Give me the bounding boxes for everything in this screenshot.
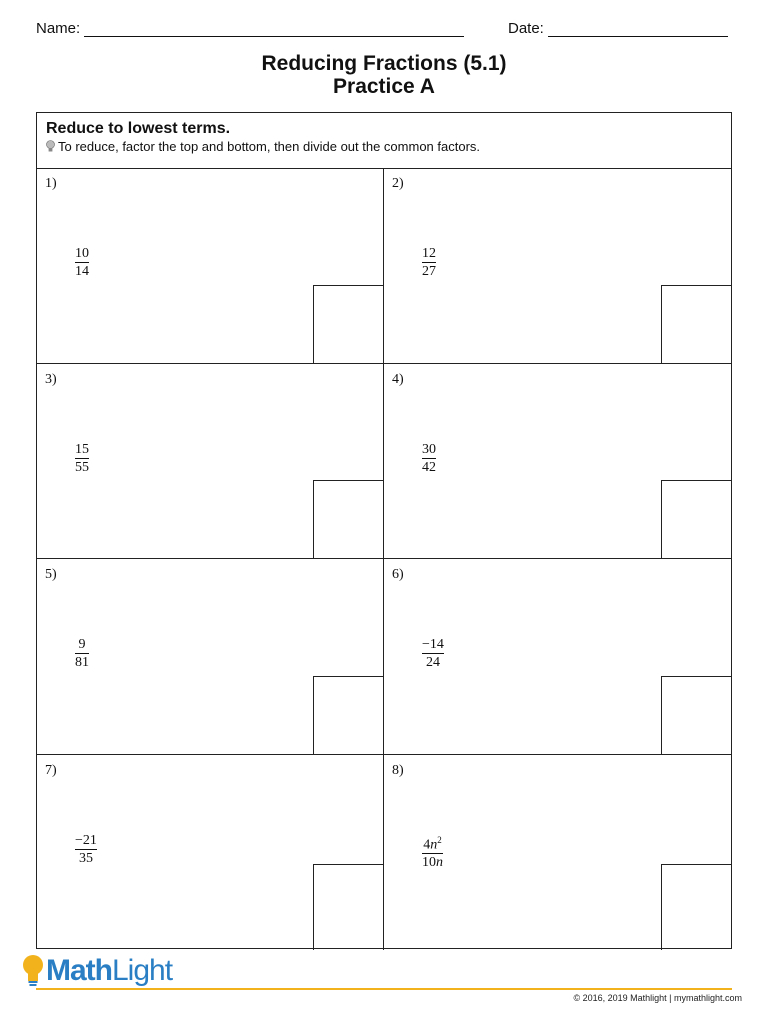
fraction (75, 637, 89, 670)
logo-text-bold: Math (46, 954, 112, 987)
problem-number: 2) (392, 176, 404, 191)
answer-box[interactable] (661, 285, 731, 363)
page-title: Reducing Fractions (5.1) (261, 52, 507, 75)
name-field[interactable] (36, 20, 464, 37)
footer-divider (36, 988, 732, 990)
numerator: −14 (422, 637, 444, 652)
problem-number: 6) (392, 567, 404, 582)
problem-number: 5) (45, 567, 57, 582)
fraction (422, 637, 444, 670)
mathlight-logo (22, 954, 172, 988)
problem-cell (37, 168, 384, 364)
fraction-bar (422, 458, 436, 459)
fraction-bar (75, 262, 89, 263)
numerator: 15 (75, 441, 89, 457)
lightbulb-icon (46, 140, 55, 153)
instructions-tip (46, 139, 480, 154)
numerator: 12 (422, 246, 436, 261)
answer-box[interactable] (661, 864, 731, 950)
fraction (422, 246, 436, 279)
problem-number: 8) (392, 762, 404, 778)
answer-box[interactable] (313, 285, 383, 363)
date-line[interactable] (548, 22, 728, 37)
denominator: 24 (425, 655, 440, 670)
fraction (422, 442, 436, 475)
fraction (422, 833, 443, 871)
fraction-bar (422, 853, 443, 854)
denominator: 10n (422, 855, 443, 871)
denominator: 42 (422, 459, 436, 475)
instructions-heading: Reduce to lowest terms. (46, 120, 231, 137)
problem-cell (384, 364, 731, 560)
page-subtitle: Practice A (333, 75, 435, 98)
answer-box[interactable] (661, 676, 731, 754)
denominator: 27 (422, 264, 436, 279)
denominator: 81 (75, 655, 89, 670)
problem-number: 3) (45, 371, 57, 387)
problem-cell (384, 168, 731, 364)
denominator: 35 (78, 850, 93, 866)
problem-cell (37, 559, 384, 755)
logo-text-light: Light (112, 954, 173, 987)
problem-cell (37, 364, 384, 560)
problem-cell (37, 755, 384, 951)
copyright-text: © 2016, 2019 Mathlight | mymathlight.com (573, 993, 742, 1003)
worksheet (36, 112, 732, 949)
numerator: −21 (75, 832, 97, 848)
fraction-bar (75, 458, 89, 459)
denominator: 14 (75, 264, 89, 279)
answer-box[interactable] (313, 676, 383, 754)
problem-number: 4) (392, 371, 404, 387)
answer-box[interactable] (661, 480, 731, 558)
date-label: Date: (508, 20, 544, 37)
name-label: Name: (36, 20, 81, 37)
fraction-bar (422, 262, 436, 263)
tip-text: To reduce, factor the top and bottom, then divide out the common factors. (58, 139, 481, 154)
problem-cell (384, 755, 731, 951)
numerator: 9 (78, 637, 86, 652)
date-field[interactable] (508, 20, 728, 37)
problem-number: 7) (45, 762, 57, 778)
fraction-bar (75, 849, 97, 850)
numerator: $4n^2$ (423, 834, 442, 853)
answer-box[interactable] (313, 864, 383, 950)
fraction-bar (422, 653, 444, 654)
logo-text (46, 954, 172, 988)
instructions-box (37, 113, 731, 169)
problem-cell (384, 559, 731, 755)
answer-box[interactable] (313, 480, 383, 558)
numerator: 10 (75, 246, 89, 261)
numerator: 30 (422, 441, 436, 457)
lightbulb-logo-icon (22, 954, 44, 988)
problem-number: 1) (45, 176, 57, 191)
fraction (75, 442, 89, 475)
fraction (75, 246, 89, 279)
name-line[interactable] (84, 22, 464, 37)
fraction (75, 833, 97, 866)
denominator: 55 (75, 459, 89, 475)
fraction-bar (75, 653, 89, 654)
